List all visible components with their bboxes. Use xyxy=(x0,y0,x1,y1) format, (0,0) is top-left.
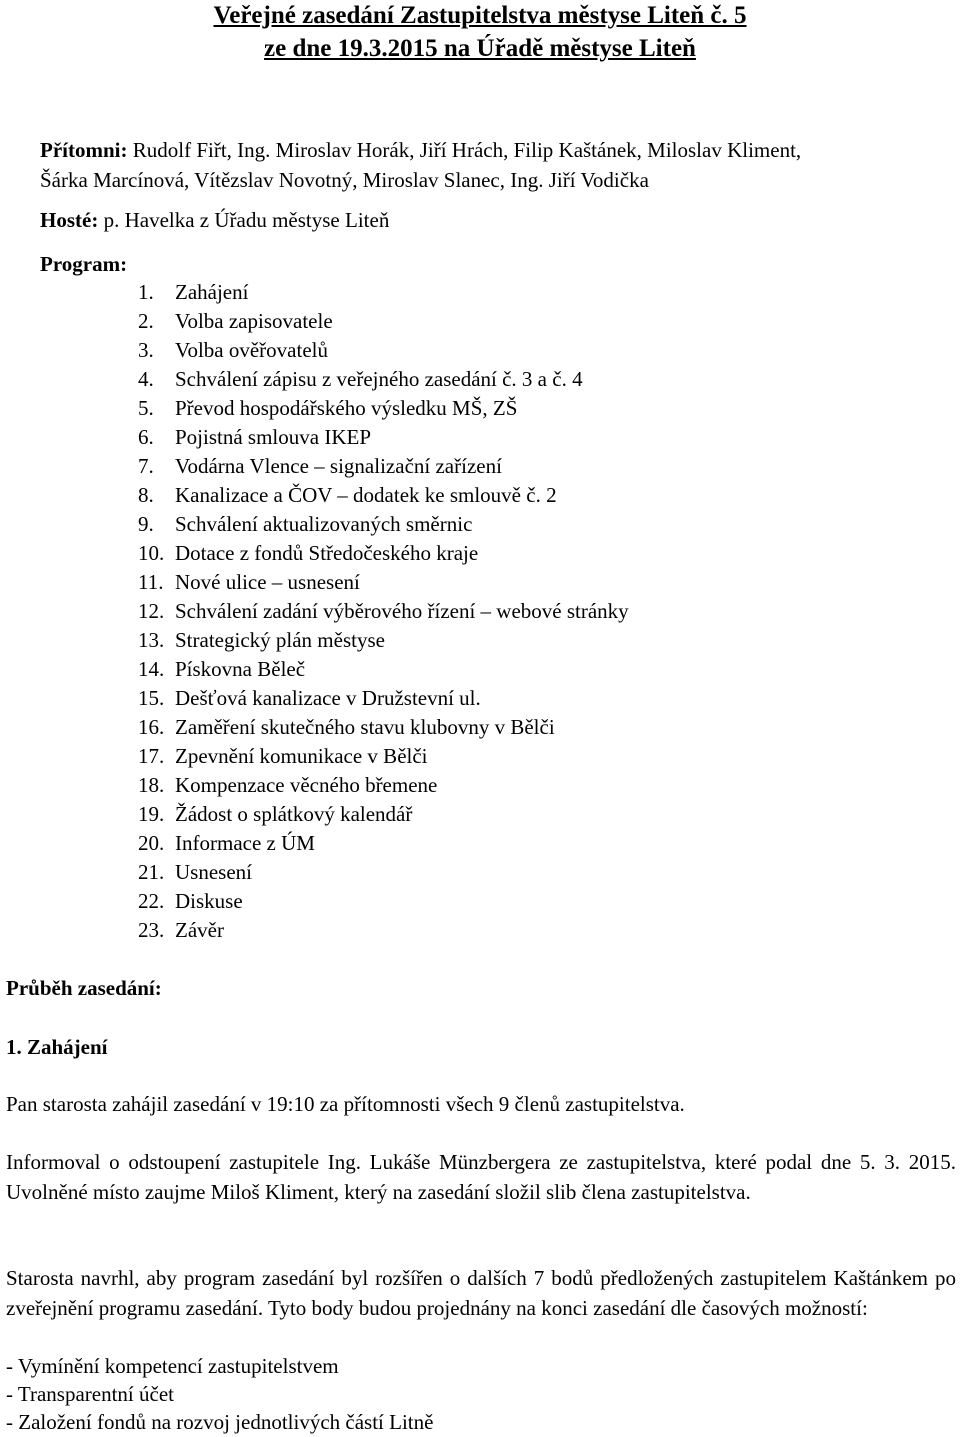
program-item: 3. Volba ověřovatelů xyxy=(138,338,328,362)
present-names-1: Rudolf Fiřt, Ing. Miroslav Horák, Jiří Hrách, Filip Kaštánek, Miloslav Kliment, xyxy=(127,138,802,162)
present-label: Přítomni: xyxy=(40,138,128,162)
paragraph-program-extension: Starosta navrhl, aby program zasedání byl rozšířen o dalších 7 bodů předložených zastupitelem Kaštánkem po zveřejnění programu zasedání. Tyto body budou projednány na konci zasedání dle časových možností: xyxy=(6,1266,956,1320)
bullet-item: - Vymínění kompetencí zastupitelstvem xyxy=(6,1354,339,1378)
bullet-item: - Založení fondů na rozvoj jednotlivých částí Litně xyxy=(6,1410,434,1434)
program-item: 21. Usnesení xyxy=(138,860,252,884)
program-item: 8. Kanalizace a ČOV – dodatek ke smlouvě č. 2 xyxy=(138,483,557,507)
program-item: 11. Nové ulice – usnesení xyxy=(138,570,360,594)
section-1-heading: 1. Zahájení xyxy=(6,1035,108,1059)
program-item: 1. Zahájení xyxy=(138,280,249,304)
proceedings-label: Průběh zasedání: xyxy=(6,976,162,1000)
program-item: 13. Strategický plán městyse xyxy=(138,628,385,652)
program-item: 10. Dotace z fondů Středočeského kraje xyxy=(138,541,479,565)
guests-text: p. Havelka z Úřadu městyse Liteň xyxy=(98,208,390,232)
program-item: 5. Převod hospodářského výsledku MŠ, ZŠ xyxy=(138,396,518,420)
guests-label: Hosté: xyxy=(40,208,99,232)
document-title-line-2: ze dne 19.3.2015 na Úřadě městyse Liteň xyxy=(264,35,696,62)
present-line-2: Šárka Marcínová, Vítězslav Novotný, Miroslav Slanec, Ing. Jiří Vodička xyxy=(40,168,649,192)
program-item: 6. Pojistná smlouva IKEP xyxy=(138,425,372,449)
program-item: 17. Zpevnění komunikace v Bělči xyxy=(138,744,428,768)
program-item: 22. Diskuse xyxy=(138,889,243,913)
program-item: 12. Schválení zadání výběrového řízení – webové stránky xyxy=(138,599,629,623)
program-list xyxy=(138,278,629,945)
program-item: 23. Závěr xyxy=(138,918,224,942)
program-label: Program: xyxy=(40,252,128,276)
program-item: 9. Schválení aktualizovaných směrnic xyxy=(138,512,473,536)
paragraph-resignation: Informoval o odstoupení zastupitele Ing. Lukáše Münzbergera ze zastupitelstva, které podal dne 5. 3. 2015. Uvolněné místo zaujme Miloš Kliment, který na zasedání složil slib člena zastupitelstva. xyxy=(6,1150,956,1204)
program-item: 18. Kompenzace věcného břemene xyxy=(138,773,438,797)
document-title-line-1: Veřejné zasedání Zastupitelstva městyse Liteň č. 5 xyxy=(213,2,747,29)
bullet-item: - Transparentní účet xyxy=(6,1382,174,1406)
program-item: 15. Dešťová kanalizace v Družstevní ul. xyxy=(138,686,481,710)
present-line-1 xyxy=(40,136,801,164)
program-item: 7. Vodárna Vlence – signalizační zařízení xyxy=(138,454,502,478)
program-item: 14. Pískovna Běleč xyxy=(138,657,306,681)
program-item: 20. Informace z ÚM xyxy=(138,831,315,855)
guests-line xyxy=(40,206,389,234)
program-item: 19. Žádost o splátkový kalendář xyxy=(138,802,413,826)
program-item: 4. Schválení zápisu z veřejného zasedání č. 3 a č. 4 xyxy=(138,367,583,391)
program-item: 2. Volba zapisovatele xyxy=(138,309,333,333)
program-item: 16. Zaměření skutečného stavu klubovny v Bělči xyxy=(138,715,555,739)
paragraph-opening: Pan starosta zahájil zasedání v 19:10 za přítomnosti všech 9 členů zastupitelstva. xyxy=(6,1092,685,1116)
